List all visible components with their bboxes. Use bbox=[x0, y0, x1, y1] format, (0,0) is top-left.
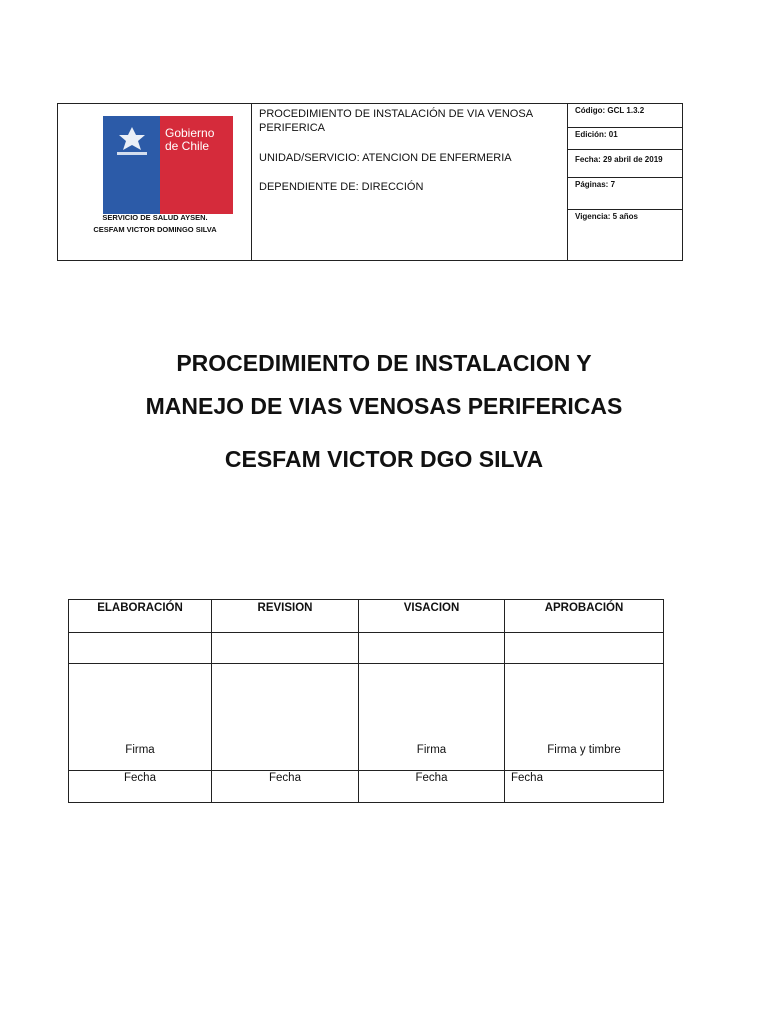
organization-name: SERVICIO DE SALUD AYSEN. CESFAM VICTOR DOMINGO SILVA bbox=[93, 213, 217, 234]
approval-name-row bbox=[69, 633, 664, 664]
header-revision: REVISION bbox=[212, 600, 359, 633]
approval-table bbox=[68, 599, 664, 803]
document-pages: Páginas: 7 bbox=[568, 178, 682, 210]
coat-of-arms-icon bbox=[113, 124, 151, 160]
approval-header-row bbox=[69, 600, 664, 633]
date-elaboracion: Fecha bbox=[69, 771, 212, 803]
document-date: Fecha: 29 abril de 2019 bbox=[568, 150, 682, 178]
date-revision: Fecha bbox=[212, 771, 359, 803]
document-edition: Edición: 01 bbox=[568, 128, 682, 150]
signature-aprobacion: Firma y timbre bbox=[505, 664, 664, 771]
header-logo-cell bbox=[58, 104, 252, 260]
header-procedure-cell bbox=[252, 104, 568, 260]
document-title-line2: MANEJO DE VIAS VENOSAS PERIFERICAS bbox=[145, 393, 623, 419]
signature-visacion: Firma bbox=[359, 664, 505, 771]
signature-elaboracion: Firma bbox=[69, 664, 212, 771]
document-subtitle: CESFAM VICTOR DGO SILVA bbox=[224, 446, 544, 472]
unit-service: UNIDAD/SERVICIO: ATENCION DE ENFERMERIA bbox=[259, 152, 512, 164]
signature-revision bbox=[212, 664, 359, 771]
date-visacion: Fecha bbox=[359, 771, 505, 803]
approval-date-row bbox=[69, 771, 664, 803]
dependent-of: DEPENDIENTE DE: DIRECCIÓN bbox=[259, 181, 424, 193]
approval-signature-row bbox=[69, 664, 664, 771]
header-metadata-cell bbox=[568, 104, 682, 260]
document-header-table bbox=[57, 103, 683, 261]
gobierno-de-chile-logo bbox=[103, 116, 233, 214]
date-aprobacion: Fecha bbox=[505, 771, 664, 803]
header-elaboracion: ELABORACIÓN bbox=[69, 600, 212, 633]
logo-text-line2: de Chile bbox=[165, 139, 210, 153]
procedure-name: PROCEDIMIENTO DE INSTALACIÓN DE VIA VENOSA PERIFERICA bbox=[259, 108, 534, 134]
logo-text-line1: Gobierno bbox=[165, 126, 215, 140]
header-aprobacion: APROBACIÓN bbox=[505, 600, 664, 633]
document-validity: Vigencia: 5 años bbox=[575, 212, 638, 221]
document-code: Código: GCL 1.3.2 bbox=[568, 104, 682, 128]
header-visacion: VISACION bbox=[359, 600, 505, 633]
document-title-line1: PROCEDIMIENTO DE INSTALACION Y bbox=[176, 350, 592, 376]
